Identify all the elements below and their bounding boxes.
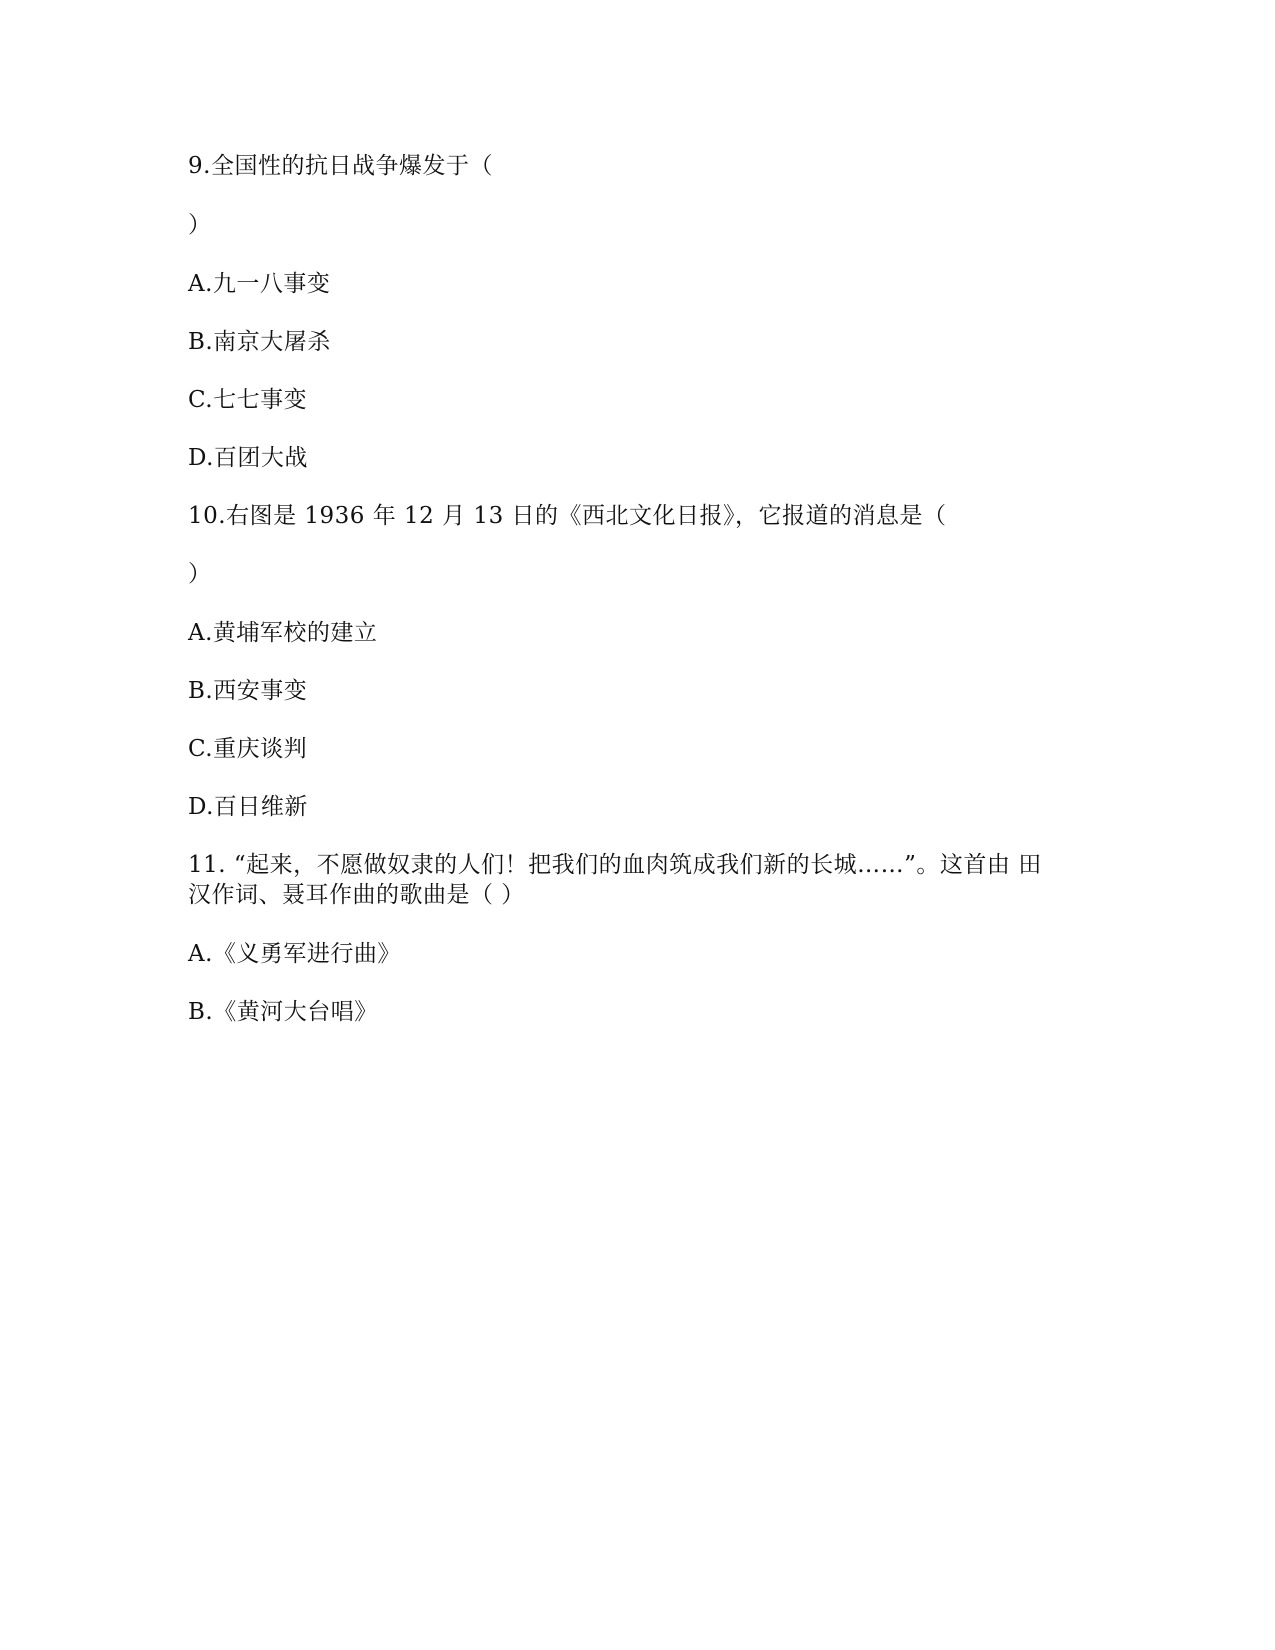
q9-stem: 9.全国性的抗日战争爆发于（ bbox=[188, 153, 493, 179]
q10-option-b: B.西安事变 bbox=[188, 678, 308, 704]
q9-option-c: C.七七事变 bbox=[188, 387, 308, 413]
q11-option-a: A.《义勇军进行曲》 bbox=[188, 941, 401, 967]
q9-stem-close: ） bbox=[188, 212, 212, 238]
q11-stem-line1: 11. “起来，不愿做奴隶的人们！把我们的血肉筑成我们新的长城……”。这首由 田 bbox=[188, 852, 1042, 878]
q9-option-b: B.南京大屠杀 bbox=[188, 329, 331, 355]
q10-stem: 10.右图是 1936 年 12 月 13 日的《西北文化日报》，它报道的消息是（ bbox=[188, 503, 947, 529]
q9-option-a: A.九一八事变 bbox=[188, 271, 331, 297]
q9-option-d: D.百团大战 bbox=[188, 445, 308, 471]
q10-option-a: A.黄埔军校的建立 bbox=[188, 620, 378, 646]
q10-option-d: D.百日维新 bbox=[188, 794, 308, 820]
q11-option-b: B.《黄河大台唱》 bbox=[188, 999, 378, 1025]
q10-stem-close: ） bbox=[188, 561, 212, 587]
q11-stem-line2: 汉作词、聂耳作曲的歌曲是（ ） bbox=[188, 882, 525, 908]
q10-option-c: C.重庆谈判 bbox=[188, 736, 308, 762]
